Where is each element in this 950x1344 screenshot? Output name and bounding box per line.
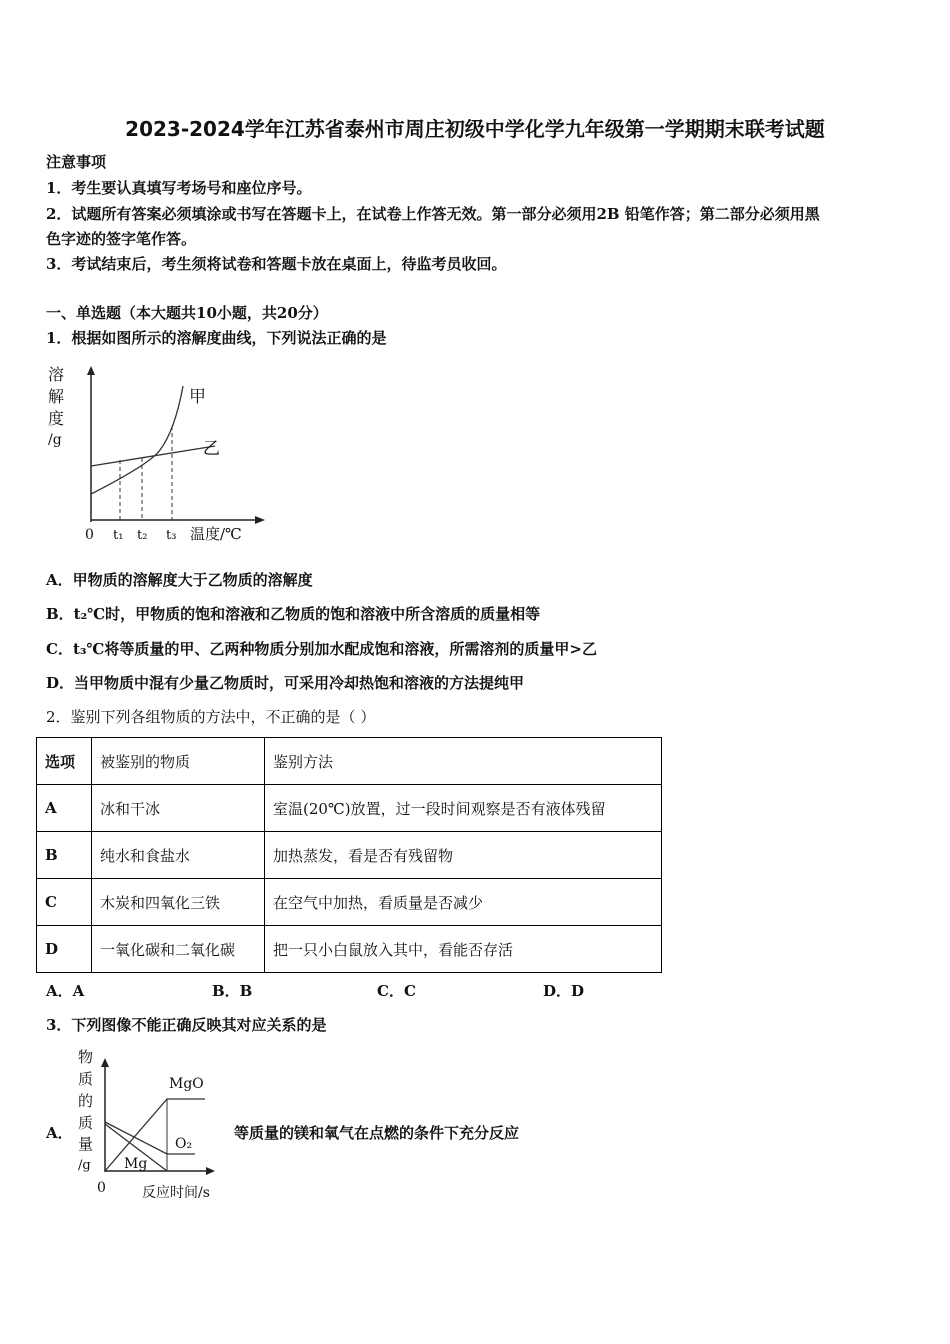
table-header-cell: 鉴别方法 (265, 738, 662, 785)
table-row (37, 785, 662, 832)
tick-t3: t₃ (166, 528, 177, 543)
mass-ylabel-1: 物 (78, 1048, 94, 1066)
table-cell: D (37, 926, 92, 973)
page-title: 2023-2024学年江苏省泰州市周庄初级中学化学九年级第一学期期末联考试题 (125, 117, 825, 141)
table-header-cell: 被鉴别的物质 (92, 738, 265, 785)
label-jia: 甲 (189, 387, 206, 407)
graph-xlabel: 温度/℃ (190, 525, 242, 543)
mass-ylabel-2: 质 (78, 1070, 94, 1088)
table-cell: 一氧化碳和二氧化碳 (92, 926, 265, 973)
mass-y-axis-arrow (101, 1058, 109, 1067)
mass-ylabel-4: 质 (78, 1114, 94, 1132)
table-row (37, 879, 662, 926)
mass-xlabel: 反应时间/s (142, 1185, 210, 1201)
notice-item-2: 2．试题所有答案必须填涂或书写在答题卡上，在试卷上作答无效。第一部分必须用2B 铅笔作答；第二部分必须用黑 (46, 205, 820, 223)
q2-choice-b: B．B (212, 982, 253, 1000)
mass-origin: 0 (97, 1180, 106, 1196)
table-header-cell: 选项 (37, 738, 92, 785)
q2-choice-a: A．A (46, 982, 85, 1000)
table-header-row (37, 738, 662, 785)
graph-ylabel-3: 度 (48, 409, 65, 428)
tick-t2: t₂ (137, 528, 148, 543)
x-axis-arrow (255, 516, 265, 524)
q2-stem: 2．鉴别下列各组物质的方法中，不正确的是（ ） (46, 708, 376, 726)
graph-ylabel-1: 溶 (48, 365, 65, 384)
mass-graph (70, 1044, 230, 1204)
table-cell: A (37, 785, 92, 832)
label-o2: O₂ (175, 1136, 193, 1152)
mass-ylabel-3: 的 (78, 1092, 94, 1110)
curve-jia (91, 386, 183, 494)
table-cell: 冰和干冰 (92, 785, 265, 832)
notice-heading: 注意事项 (46, 153, 107, 171)
label-mg: Mg (124, 1156, 148, 1172)
q2-choice-c: C．C (377, 982, 416, 1000)
q1-option-d: D．当甲物质中混有少量乙物质时，可采用冷却热饱和溶液的方法提纯甲 (46, 674, 525, 692)
q2-choice-d: D．D (543, 982, 585, 1000)
tick-t1: t₁ (113, 528, 124, 543)
notice-item-1: 1．考生要认真填写考场号和座位序号。 (46, 179, 312, 197)
notice-item-3: 3．考试结束后，考生须将试卷和答题卡放在桌面上，待监考员收回。 (46, 255, 507, 273)
q1-option-a: A．甲物质的溶解度大于乙物质的溶解度 (46, 571, 313, 589)
label-yi: 乙 (203, 439, 220, 459)
q2-table (36, 737, 662, 973)
mass-x-axis-arrow (206, 1167, 215, 1175)
q1-stem: 1．根据如图所示的溶解度曲线，下列说法正确的是 (46, 329, 387, 347)
curve-yi (91, 446, 215, 466)
table-cell: 把一只小白鼠放入其中，看能否存活 (265, 926, 662, 973)
q3-option-a-label: A． (46, 1124, 73, 1142)
table-cell: 室温(20℃)放置，过一段时间观察是否有液体残留 (265, 785, 662, 832)
mass-ylabel-5: 量 (78, 1135, 94, 1153)
notice-item-2-cont: 色字迹的签字笔作答。 (46, 230, 197, 248)
q3-option-a-description: 等质量的镁和氧气在点燃的条件下充分反应 (234, 1124, 520, 1142)
label-mgo: MgO (169, 1076, 204, 1092)
table-cell: 木炭和四氧化三铁 (92, 879, 265, 926)
table-cell: C (37, 879, 92, 926)
table-cell: 纯水和食盐水 (92, 832, 265, 879)
table-cell: B (37, 832, 92, 879)
table-cell: 在空气中加热，看质量是否减少 (265, 879, 662, 926)
y-axis-arrow (87, 366, 95, 375)
q1-option-c: C．t₃℃将等质量的甲、乙两种物质分别加水配成饱和溶液，所需溶剂的质量甲>乙 (46, 640, 597, 658)
graph-ylabel-2: 解 (48, 387, 65, 406)
graph-origin: 0 (85, 527, 94, 543)
solubility-graph (40, 360, 280, 550)
q3-stem: 3．下列图像不能正确反映其对应关系的是 (46, 1016, 327, 1034)
section-heading: 一、单选题（本大题共10小题，共20分） (46, 304, 328, 322)
q1-option-b: B．t₂℃时，甲物质的饱和溶液和乙物质的饱和溶液中所含溶质的质量相等 (46, 605, 541, 623)
graph-ylabel-4: /g (48, 432, 62, 448)
table-row (37, 926, 662, 973)
table-cell: 加热蒸发，看是否有残留物 (265, 832, 662, 879)
table-row (37, 832, 662, 879)
mass-ylabel-6: /g (78, 1158, 91, 1173)
